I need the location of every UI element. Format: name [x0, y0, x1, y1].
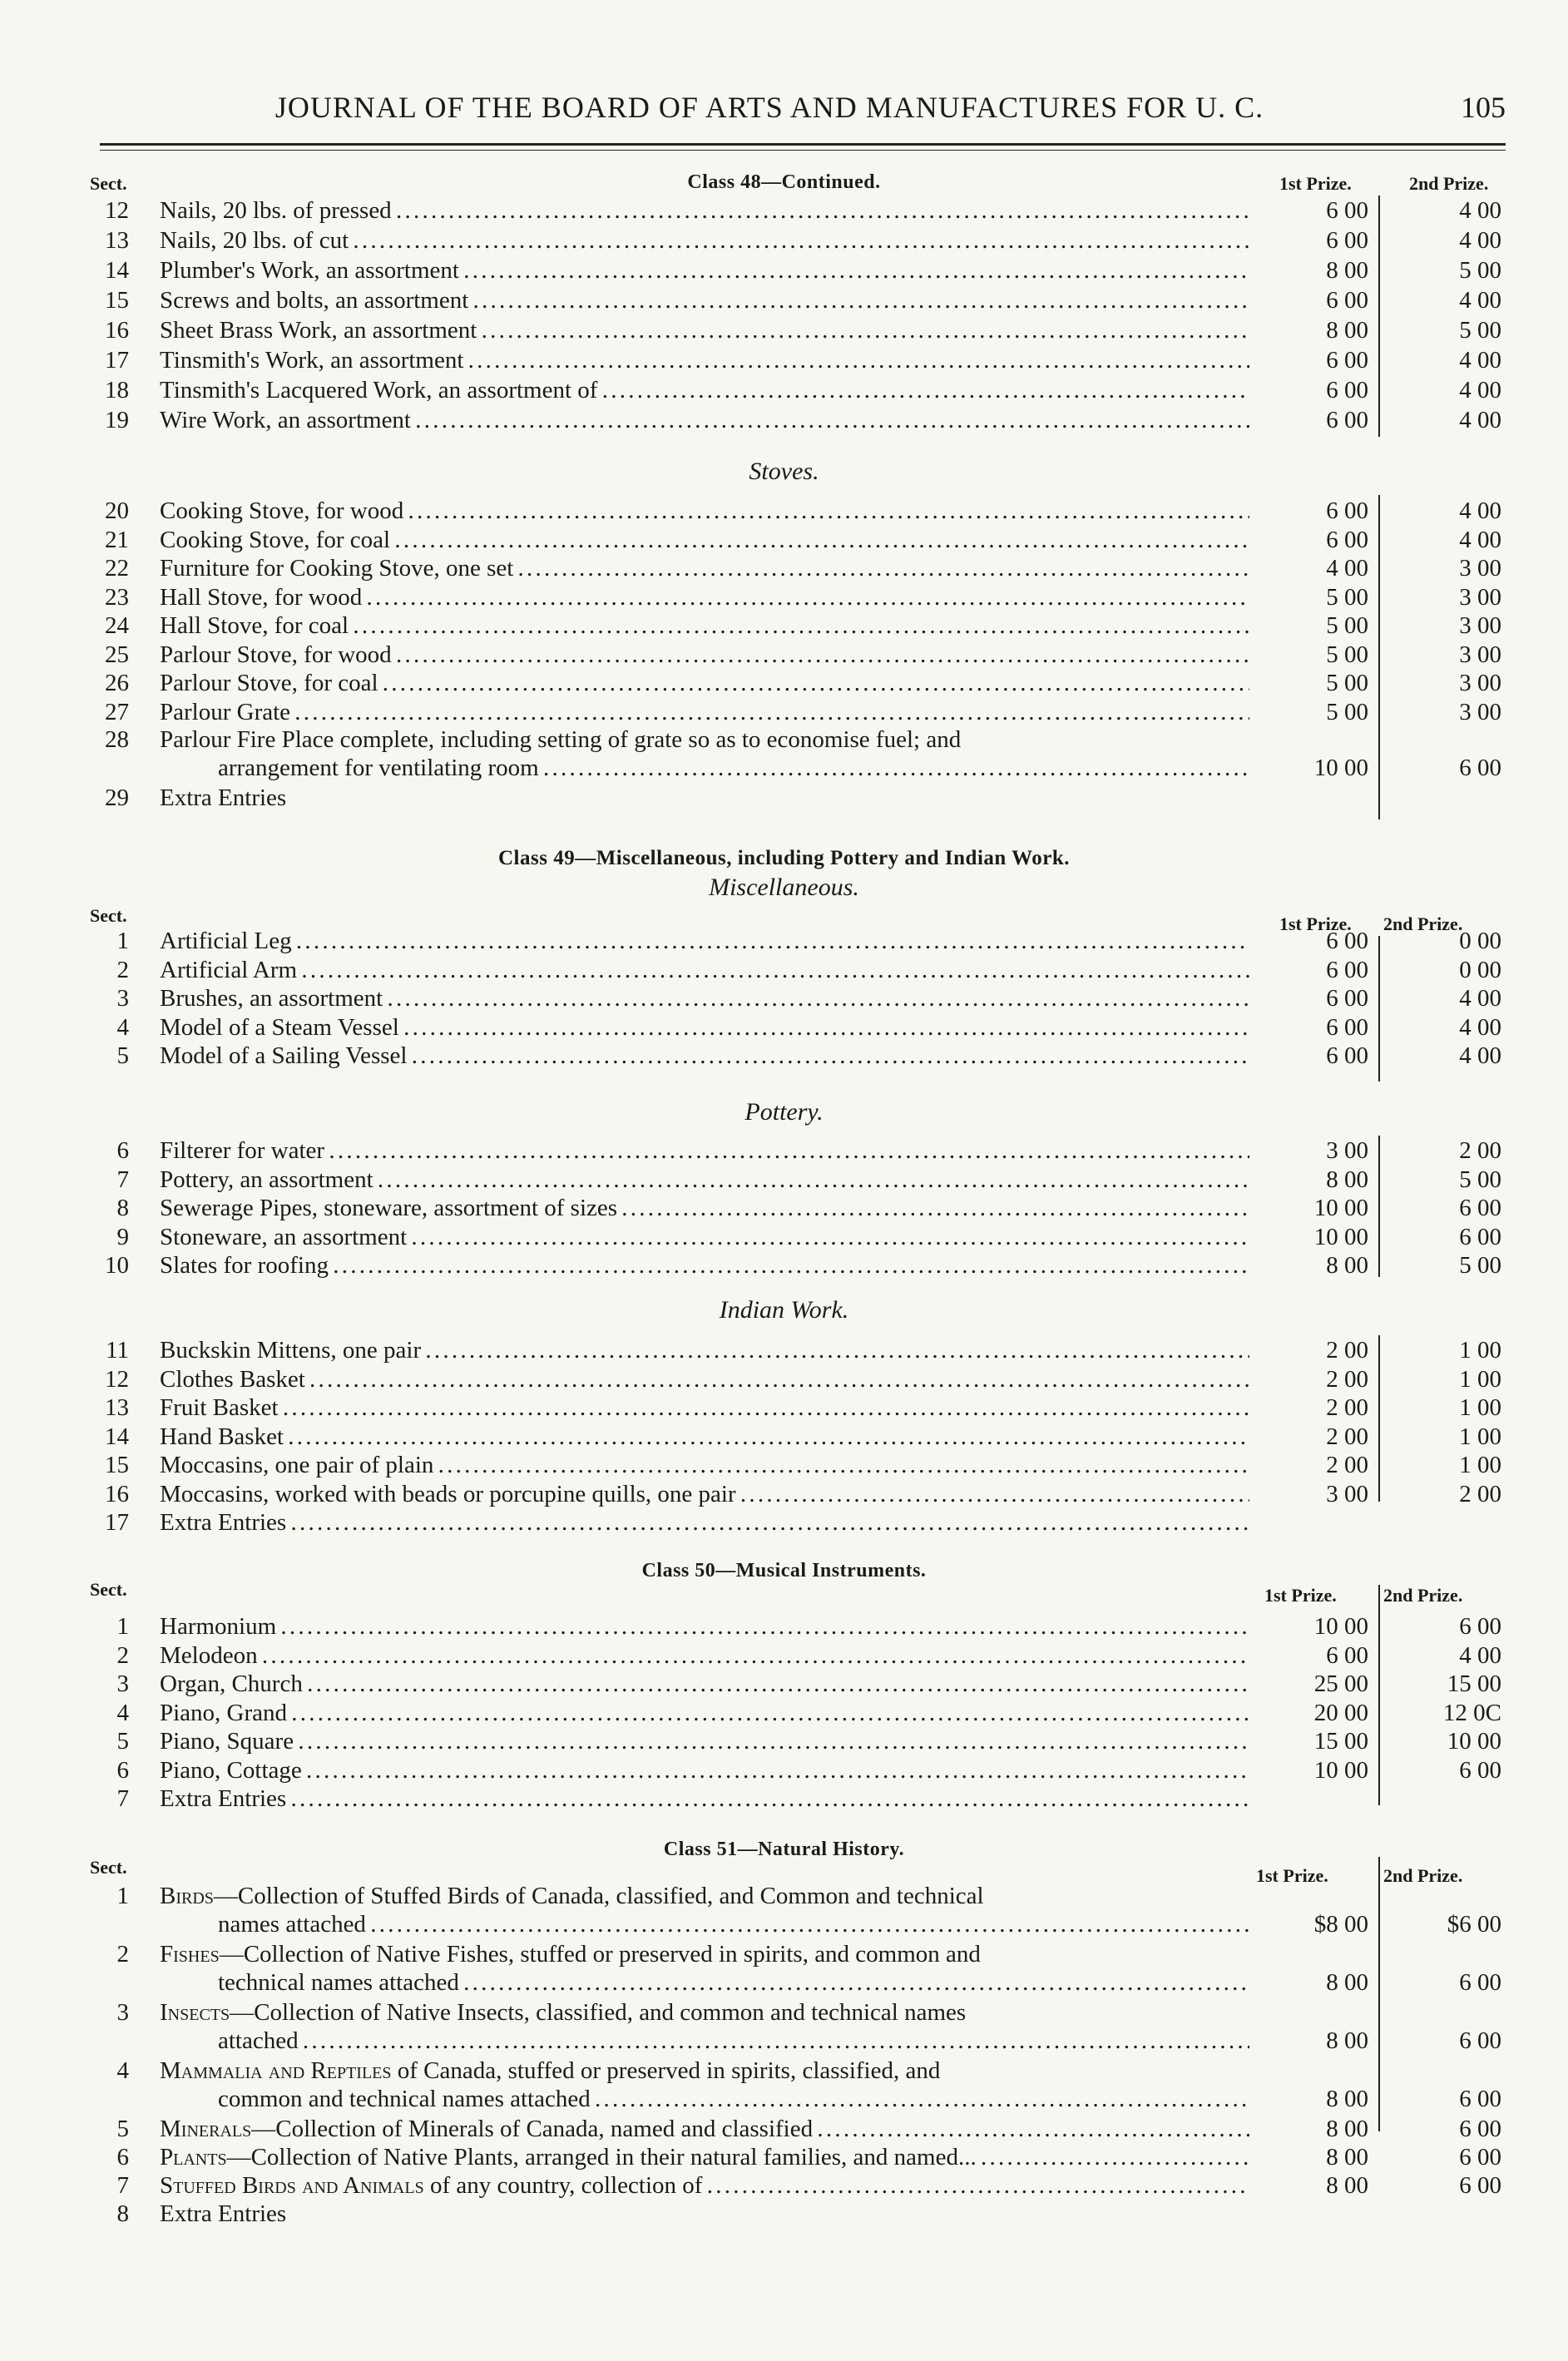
second-prize: 3 00	[1459, 698, 1501, 725]
item-description: Parlour Stove, for coal . . .	[160, 669, 1249, 697]
table-row	[0, 1136, 1568, 1165]
entry-text: Extra Entries	[160, 2200, 287, 2227]
entry-text: —Collection of Minerals of Canada, named and classified	[251, 2116, 814, 2142]
second-prize: 4 00	[1459, 227, 1501, 254]
sect-number: 16	[105, 1480, 129, 1507]
first-prize: 5 00	[1326, 698, 1368, 725]
sect-number: 7	[116, 1166, 129, 1193]
table-row-continuation	[0, 754, 1568, 782]
sect-number: 7	[116, 1785, 129, 1812]
sect-number: 7	[116, 2172, 129, 2199]
table-row	[0, 1451, 1568, 1479]
header-rule-thick	[100, 143, 1506, 146]
item-description: Screws and bolts, an assortment . . .	[160, 286, 1249, 314]
item-description: Extra Entries	[160, 785, 287, 811]
sect-number: 11	[106, 1337, 129, 1364]
table-row	[0, 1612, 1568, 1641]
entry-category: Minerals	[160, 2116, 252, 2142]
first-prize: 8 00	[1326, 1969, 1368, 1996]
second-prize: 1 00	[1459, 1452, 1501, 1478]
sect-number: 2	[116, 1641, 129, 1669]
second-prize: 5 00	[1459, 1166, 1501, 1193]
item-description: Artificial Leg . . .	[160, 927, 1249, 955]
first-prize: 5 00	[1326, 583, 1368, 611]
first-prize: 6 00	[1326, 985, 1368, 1012]
item-description	[160, 2171, 1249, 2200]
table-row	[0, 669, 1568, 697]
second-prize-head: 2nd Prize.	[1383, 1585, 1463, 1606]
first-prize: 6 00	[1326, 287, 1368, 314]
table-row	[0, 526, 1568, 554]
sect-number: 22	[105, 555, 129, 582]
item-description	[160, 2115, 1249, 2143]
table-row	[0, 2171, 1568, 2200]
running-title: JOURNAL OF THE BOARD OF ARTS AND MANUFACTURES FOR U. C.	[275, 91, 1264, 124]
sect-number: 9	[116, 1223, 129, 1250]
second-prize: 4 00	[1459, 1042, 1501, 1069]
table-row	[0, 1013, 1568, 1042]
table-row	[0, 346, 1568, 374]
table-row	[0, 611, 1568, 640]
first-prize: 6 00	[1326, 347, 1368, 374]
first-prize: 8 00	[1326, 1252, 1368, 1279]
item-description: Harmonium . . .	[160, 1612, 1249, 1641]
first-prize: 6 00	[1326, 928, 1368, 954]
second-prize: 6 00	[1459, 2086, 1501, 2112]
table-row	[0, 286, 1568, 314]
table-row	[0, 1727, 1568, 1755]
first-prize: 6 00	[1326, 377, 1368, 403]
entry-text: —Collection of Stuffed Birds of Canada, classified, and Common and technical	[213, 1883, 984, 1909]
first-prize: 5 00	[1326, 612, 1368, 639]
entry-text: of Canada, stuffed or preserved in spirits, classified, and	[391, 2057, 941, 2084]
entry-category: Stuffed Birds and Animals	[160, 2172, 424, 2199]
first-prize-head: 1st Prize.	[1264, 1585, 1337, 1606]
table-row	[0, 1784, 1568, 1813]
item-description: Brushes, an assortment . . .	[160, 984, 1249, 1012]
item-description: Slates for roofing . . .	[160, 1251, 1249, 1279]
item-description: Melodeon . . .	[160, 1641, 1249, 1670]
sect-number: 15	[105, 287, 129, 314]
first-prize: 2 00	[1326, 1452, 1368, 1478]
sect-number: 8	[116, 1195, 129, 1221]
table-row	[0, 2057, 1568, 2085]
sect-number: 5	[116, 2116, 129, 2142]
table-row	[0, 2143, 1568, 2171]
first-prize: 6 00	[1326, 227, 1368, 254]
item-description: Piano, Square . . .	[160, 1727, 1249, 1755]
table-row	[0, 583, 1568, 611]
second-prize: 6 00	[1459, 1969, 1501, 1996]
table-row	[0, 316, 1568, 344]
first-prize: 2 00	[1326, 1394, 1368, 1421]
first-prize: 2 00	[1326, 1337, 1368, 1364]
second-prize: 1 00	[1459, 1337, 1501, 1364]
table-row	[0, 2200, 1568, 2228]
second-prize: 6 00	[1459, 1613, 1501, 1640]
first-prize: 6 00	[1326, 956, 1368, 983]
sect-number: 1	[116, 1613, 129, 1640]
sect-number: 29	[105, 785, 129, 811]
item-description: Hall Stove, for coal . . .	[160, 611, 1249, 640]
second-prize: 3 00	[1459, 641, 1501, 668]
item-description: Sewerage Pipes, stoneware, assortment of sizes . . .	[160, 1194, 1249, 1222]
item-description: Moccasins, worked with beads or porcupine quills, one pair . . .	[160, 1480, 1249, 1508]
pottery-heading: Pottery.	[744, 1098, 824, 1126]
item-description: Extra Entries . . .	[160, 1508, 1249, 1537]
item-description: Moccasins, one pair of plain . . .	[160, 1451, 1249, 1479]
item-description	[160, 1882, 1249, 1910]
table-row	[0, 1393, 1568, 1422]
entry-text: —Collection of Native Plants, arranged in their natural families, and named...	[226, 2144, 977, 2170]
first-prize: 5 00	[1326, 641, 1368, 668]
first-prize: 6 00	[1326, 497, 1368, 524]
page-number: 105	[1461, 91, 1506, 124]
first-prize: 2 00	[1326, 1365, 1368, 1393]
second-prize: 12 0C	[1442, 1699, 1501, 1726]
sect-column-head: Sect.	[90, 905, 127, 926]
sect-number: 13	[105, 1394, 129, 1421]
first-prize: 5 00	[1326, 670, 1368, 696]
sect-number: 17	[105, 1509, 129, 1536]
second-prize-head: 2nd Prize.	[1409, 173, 1489, 194]
table-row	[0, 1940, 1568, 1968]
item-description: technical names attached . . .	[218, 1968, 1249, 1997]
sect-number: 5	[116, 1728, 129, 1755]
second-prize: 4 00	[1459, 985, 1501, 1012]
table-row	[0, 406, 1568, 434]
misc-heading: Miscellaneous.	[709, 874, 859, 901]
sect-number: 24	[105, 612, 129, 639]
sect-number: 18	[105, 377, 129, 403]
item-description: Artificial Arm . . .	[160, 956, 1249, 984]
stoves-heading: Stoves.	[749, 458, 819, 485]
table-row	[0, 1365, 1568, 1393]
sect-number: 26	[105, 670, 129, 696]
table-row	[0, 554, 1568, 582]
table-row	[0, 984, 1568, 1012]
sect-number: 6	[116, 1756, 129, 1784]
sect-number: 19	[105, 407, 129, 433]
item-description	[160, 1998, 1249, 2027]
table-row	[0, 256, 1568, 285]
first-prize: 3 00	[1326, 1137, 1368, 1164]
second-prize: 10 00	[1447, 1728, 1501, 1755]
sect-number: 2	[116, 1941, 129, 1968]
second-prize: 4 00	[1459, 377, 1501, 403]
sect-number: 4	[116, 2057, 129, 2084]
second-prize: 6 00	[1459, 1223, 1501, 1250]
first-prize: 6 00	[1326, 1641, 1368, 1669]
item-description: attached . . .	[218, 2027, 1249, 2055]
class48-title: Class 48—Continued.	[687, 171, 881, 193]
second-prize: 3 00	[1459, 670, 1501, 696]
table-row	[0, 196, 1568, 225]
first-prize: 8 00	[1326, 257, 1368, 284]
second-prize: 15 00	[1447, 1671, 1501, 1697]
class50-title: Class 50—Musical Instruments.	[641, 1560, 927, 1581]
table-row	[0, 1998, 1568, 2027]
second-prize: 6 00	[1459, 2027, 1501, 2054]
entry-category: Plants	[160, 2144, 227, 2170]
sect-number: 6	[116, 2144, 129, 2170]
second-prize: 4 00	[1459, 1013, 1501, 1041]
first-prize: 8 00	[1326, 2172, 1368, 2199]
table-row	[0, 1336, 1568, 1364]
sect-number: 4	[116, 1013, 129, 1041]
item-description: Tinsmith's Lacquered Work, an assortment of . . .	[160, 376, 1249, 404]
item-description: Nails, 20 lbs. of pressed . . .	[160, 196, 1249, 225]
item-description: Extra Entries . . .	[160, 1784, 1249, 1813]
item-description: Clothes Basket . . .	[160, 1365, 1249, 1393]
second-prize: 6 00	[1459, 2172, 1501, 2199]
first-prize: 10 00	[1313, 1756, 1368, 1784]
sect-number: 28	[105, 726, 129, 753]
second-prize-head: 2nd Prize.	[1383, 913, 1463, 934]
second-prize: 3 00	[1459, 612, 1501, 639]
item-description: Hall Stove, for wood . . .	[160, 583, 1249, 611]
first-prize: 6 00	[1326, 1013, 1368, 1041]
first-prize: 25 00	[1313, 1671, 1368, 1697]
first-prize: 10 00	[1313, 1223, 1368, 1250]
first-prize: 8 00	[1326, 2116, 1368, 2142]
sect-number: 3	[116, 1999, 129, 2026]
sect-number: 8	[116, 2200, 129, 2227]
second-prize: 0 00	[1459, 928, 1501, 954]
first-prize: $8 00	[1313, 1911, 1368, 1938]
table-row-continuation	[0, 2085, 1568, 2113]
second-prize: 4 00	[1459, 407, 1501, 433]
first-prize: 8 00	[1326, 2027, 1368, 2054]
second-prize: 5 00	[1459, 317, 1501, 344]
sect-number: 4	[116, 1699, 129, 1726]
second-prize: 6 00	[1459, 755, 1501, 781]
first-prize: 8 00	[1326, 2144, 1368, 2170]
item-description	[160, 2143, 1249, 2171]
table-row	[0, 2115, 1568, 2143]
table-row	[0, 497, 1568, 525]
item-description: Model of a Steam Vessel . . .	[160, 1013, 1249, 1042]
table-row	[0, 1194, 1568, 1222]
second-prize: 4 00	[1459, 347, 1501, 374]
first-prize: 6 00	[1326, 197, 1368, 224]
item-description: Parlour Fire Place complete, including setting of grate so as to economise fuel; and	[160, 726, 962, 753]
entry-text: —Collection of Native Insects, classified, and common and technical names	[230, 1999, 967, 2026]
first-prize: 3 00	[1326, 1480, 1368, 1507]
table-row	[0, 1480, 1568, 1508]
table-row	[0, 956, 1568, 984]
item-description: Cooking Stove, for wood . . .	[160, 497, 1249, 525]
sect-number: 1	[116, 1883, 129, 1909]
second-prize-head: 2nd Prize.	[1383, 1865, 1463, 1886]
table-row	[0, 698, 1568, 726]
second-prize: 5 00	[1459, 257, 1501, 284]
item-description: Model of a Sailing Vessel . . .	[160, 1042, 1249, 1070]
second-prize: 3 00	[1459, 555, 1501, 582]
second-prize: 5 00	[1459, 1252, 1501, 1279]
sect-number: 12	[105, 197, 129, 224]
class51-title: Class 51—Natural History.	[663, 1839, 905, 1860]
sect-number: 17	[105, 347, 129, 374]
second-prize: 4 00	[1459, 497, 1501, 524]
second-prize: 6 00	[1459, 2144, 1501, 2170]
sect-column-head: Sect.	[90, 1857, 127, 1878]
entry-category: Insects	[160, 1999, 230, 2026]
item-description: Tinsmith's Work, an assortment . . .	[160, 346, 1249, 374]
item-description: Piano, Cottage . . .	[160, 1756, 1249, 1784]
item-description: Parlour Stove, for wood . . .	[160, 641, 1249, 669]
item-description	[160, 2200, 1249, 2228]
table-row	[0, 376, 1568, 404]
table-row	[0, 1699, 1568, 1727]
item-description: Nails, 20 lbs. of cut . . .	[160, 226, 1249, 255]
page-header	[100, 83, 1506, 133]
sect-number: 14	[105, 1423, 129, 1450]
item-description: Piano, Grand . . .	[160, 1699, 1249, 1727]
item-description	[160, 2057, 1249, 2085]
second-prize: 4 00	[1459, 1641, 1501, 1669]
sect-number: 16	[105, 317, 129, 344]
table-row	[0, 1166, 1568, 1194]
item-description: Wire Work, an assortment . . .	[160, 406, 1249, 434]
first-prize: 6 00	[1326, 1042, 1368, 1069]
first-prize: 15 00	[1313, 1728, 1368, 1755]
indian-work-heading: Indian Work.	[719, 1296, 849, 1324]
second-prize: 1 00	[1459, 1394, 1501, 1421]
entry-text: —Collection of Native Fishes, stuffed or preserved in spirits, and common and	[219, 1941, 981, 1968]
second-prize: 6 00	[1459, 2116, 1501, 2142]
first-prize-head: 1st Prize.	[1279, 173, 1352, 194]
first-prize: 4 00	[1326, 555, 1368, 582]
item-description: Organ, Church . . .	[160, 1670, 1249, 1698]
first-prize: 10 00	[1313, 1613, 1368, 1640]
table-row-continuation	[0, 1910, 1568, 1938]
sect-number: 25	[105, 641, 129, 668]
second-prize: 3 00	[1459, 583, 1501, 611]
first-prize-head: 1st Prize.	[1279, 913, 1352, 934]
second-prize: $6 00	[1447, 1911, 1501, 1938]
table-row	[0, 226, 1568, 255]
item-description: Fruit Basket . . .	[160, 1393, 1249, 1422]
item-description: Stoneware, an assortment . . .	[160, 1223, 1249, 1251]
sect-number: 20	[105, 497, 129, 524]
table-row	[0, 725, 1568, 754]
second-prize: 4 00	[1459, 526, 1501, 553]
second-prize: 6 00	[1459, 1756, 1501, 1784]
sect-number: 12	[105, 1365, 129, 1393]
sect-column-head: Sect.	[90, 1579, 127, 1600]
item-description: Furniture for Cooking Stove, one set . . .	[160, 554, 1249, 582]
item-description	[160, 1940, 1249, 1968]
sect-number: 3	[116, 1671, 129, 1697]
second-prize: 0 00	[1459, 956, 1501, 983]
sect-number: 2	[116, 956, 129, 983]
first-prize: 8 00	[1326, 1166, 1368, 1193]
header-rule-thin	[100, 150, 1506, 151]
sect-column-head: Sect.	[90, 173, 127, 194]
first-prize: 10 00	[1313, 755, 1368, 781]
table-row	[0, 1508, 1568, 1537]
sect-number: 3	[116, 985, 129, 1012]
sect-number: 10	[105, 1252, 129, 1279]
second-prize: 2 00	[1459, 1480, 1501, 1507]
second-prize: 4 00	[1459, 197, 1501, 224]
item-description: names attached . . .	[218, 1910, 1249, 1938]
table-row-continuation	[0, 1968, 1568, 1997]
item-description: Plumber's Work, an assortment . . .	[160, 256, 1249, 285]
sect-number: 1	[116, 928, 129, 954]
second-prize: 4 00	[1459, 287, 1501, 314]
second-prize: 1 00	[1459, 1365, 1501, 1393]
item-description: Filterer for water . . .	[160, 1136, 1249, 1165]
table-row	[0, 1251, 1568, 1279]
first-prize: 2 00	[1326, 1423, 1368, 1450]
table-row	[0, 1423, 1568, 1451]
item-description: Sheet Brass Work, an assortment . . .	[160, 316, 1249, 344]
second-prize: 2 00	[1459, 1137, 1501, 1164]
item-description: Cooking Stove, for coal . . .	[160, 526, 1249, 554]
sect-number: 27	[105, 698, 129, 725]
sect-number: 13	[105, 227, 129, 254]
table-row-continuation	[0, 2027, 1568, 2055]
first-prize-head: 1st Prize.	[1256, 1865, 1328, 1886]
sect-number: 21	[105, 526, 129, 553]
second-prize: 1 00	[1459, 1423, 1501, 1450]
table-row	[0, 927, 1568, 955]
sect-number: 6	[116, 1137, 129, 1164]
class49-title: Class 49—Miscellaneous, including Pottery and Indian Work.	[498, 847, 1070, 869]
second-prize: 6 00	[1459, 1195, 1501, 1221]
table-row	[0, 1756, 1568, 1784]
first-prize: 6 00	[1326, 407, 1368, 433]
first-prize: 8 00	[1326, 317, 1368, 344]
first-prize: 20 00	[1313, 1699, 1368, 1726]
sect-number: 5	[116, 1042, 129, 1069]
sect-number: 14	[105, 257, 129, 284]
table-row	[0, 784, 1568, 812]
table-row	[0, 1641, 1568, 1670]
first-prize: 6 00	[1326, 526, 1368, 553]
item-description: arrangement for ventilating room . . .	[218, 754, 1249, 782]
first-prize: 8 00	[1326, 2086, 1368, 2112]
item-description: Parlour Grate . . .	[160, 698, 1249, 726]
item-description: Pottery, an assortment . . .	[160, 1166, 1249, 1194]
sect-number: 15	[105, 1452, 129, 1478]
item-description: Hand Basket . . .	[160, 1423, 1249, 1451]
table-row	[0, 641, 1568, 669]
first-prize: 10 00	[1313, 1195, 1368, 1221]
entry-category: Fishes	[160, 1941, 220, 1968]
item-description: common and technical names attached . . .	[218, 2085, 1249, 2113]
sect-number: 23	[105, 583, 129, 611]
table-row	[0, 1042, 1568, 1070]
item-description: Buckskin Mittens, one pair . . .	[160, 1336, 1249, 1364]
entry-text: of any country, collection of	[423, 2172, 703, 2199]
table-row	[0, 1882, 1568, 1910]
entry-category: Mammalia and Reptiles	[160, 2057, 392, 2084]
table-row	[0, 1223, 1568, 1251]
table-row	[0, 1670, 1568, 1698]
entry-category: Birds	[160, 1883, 214, 1909]
